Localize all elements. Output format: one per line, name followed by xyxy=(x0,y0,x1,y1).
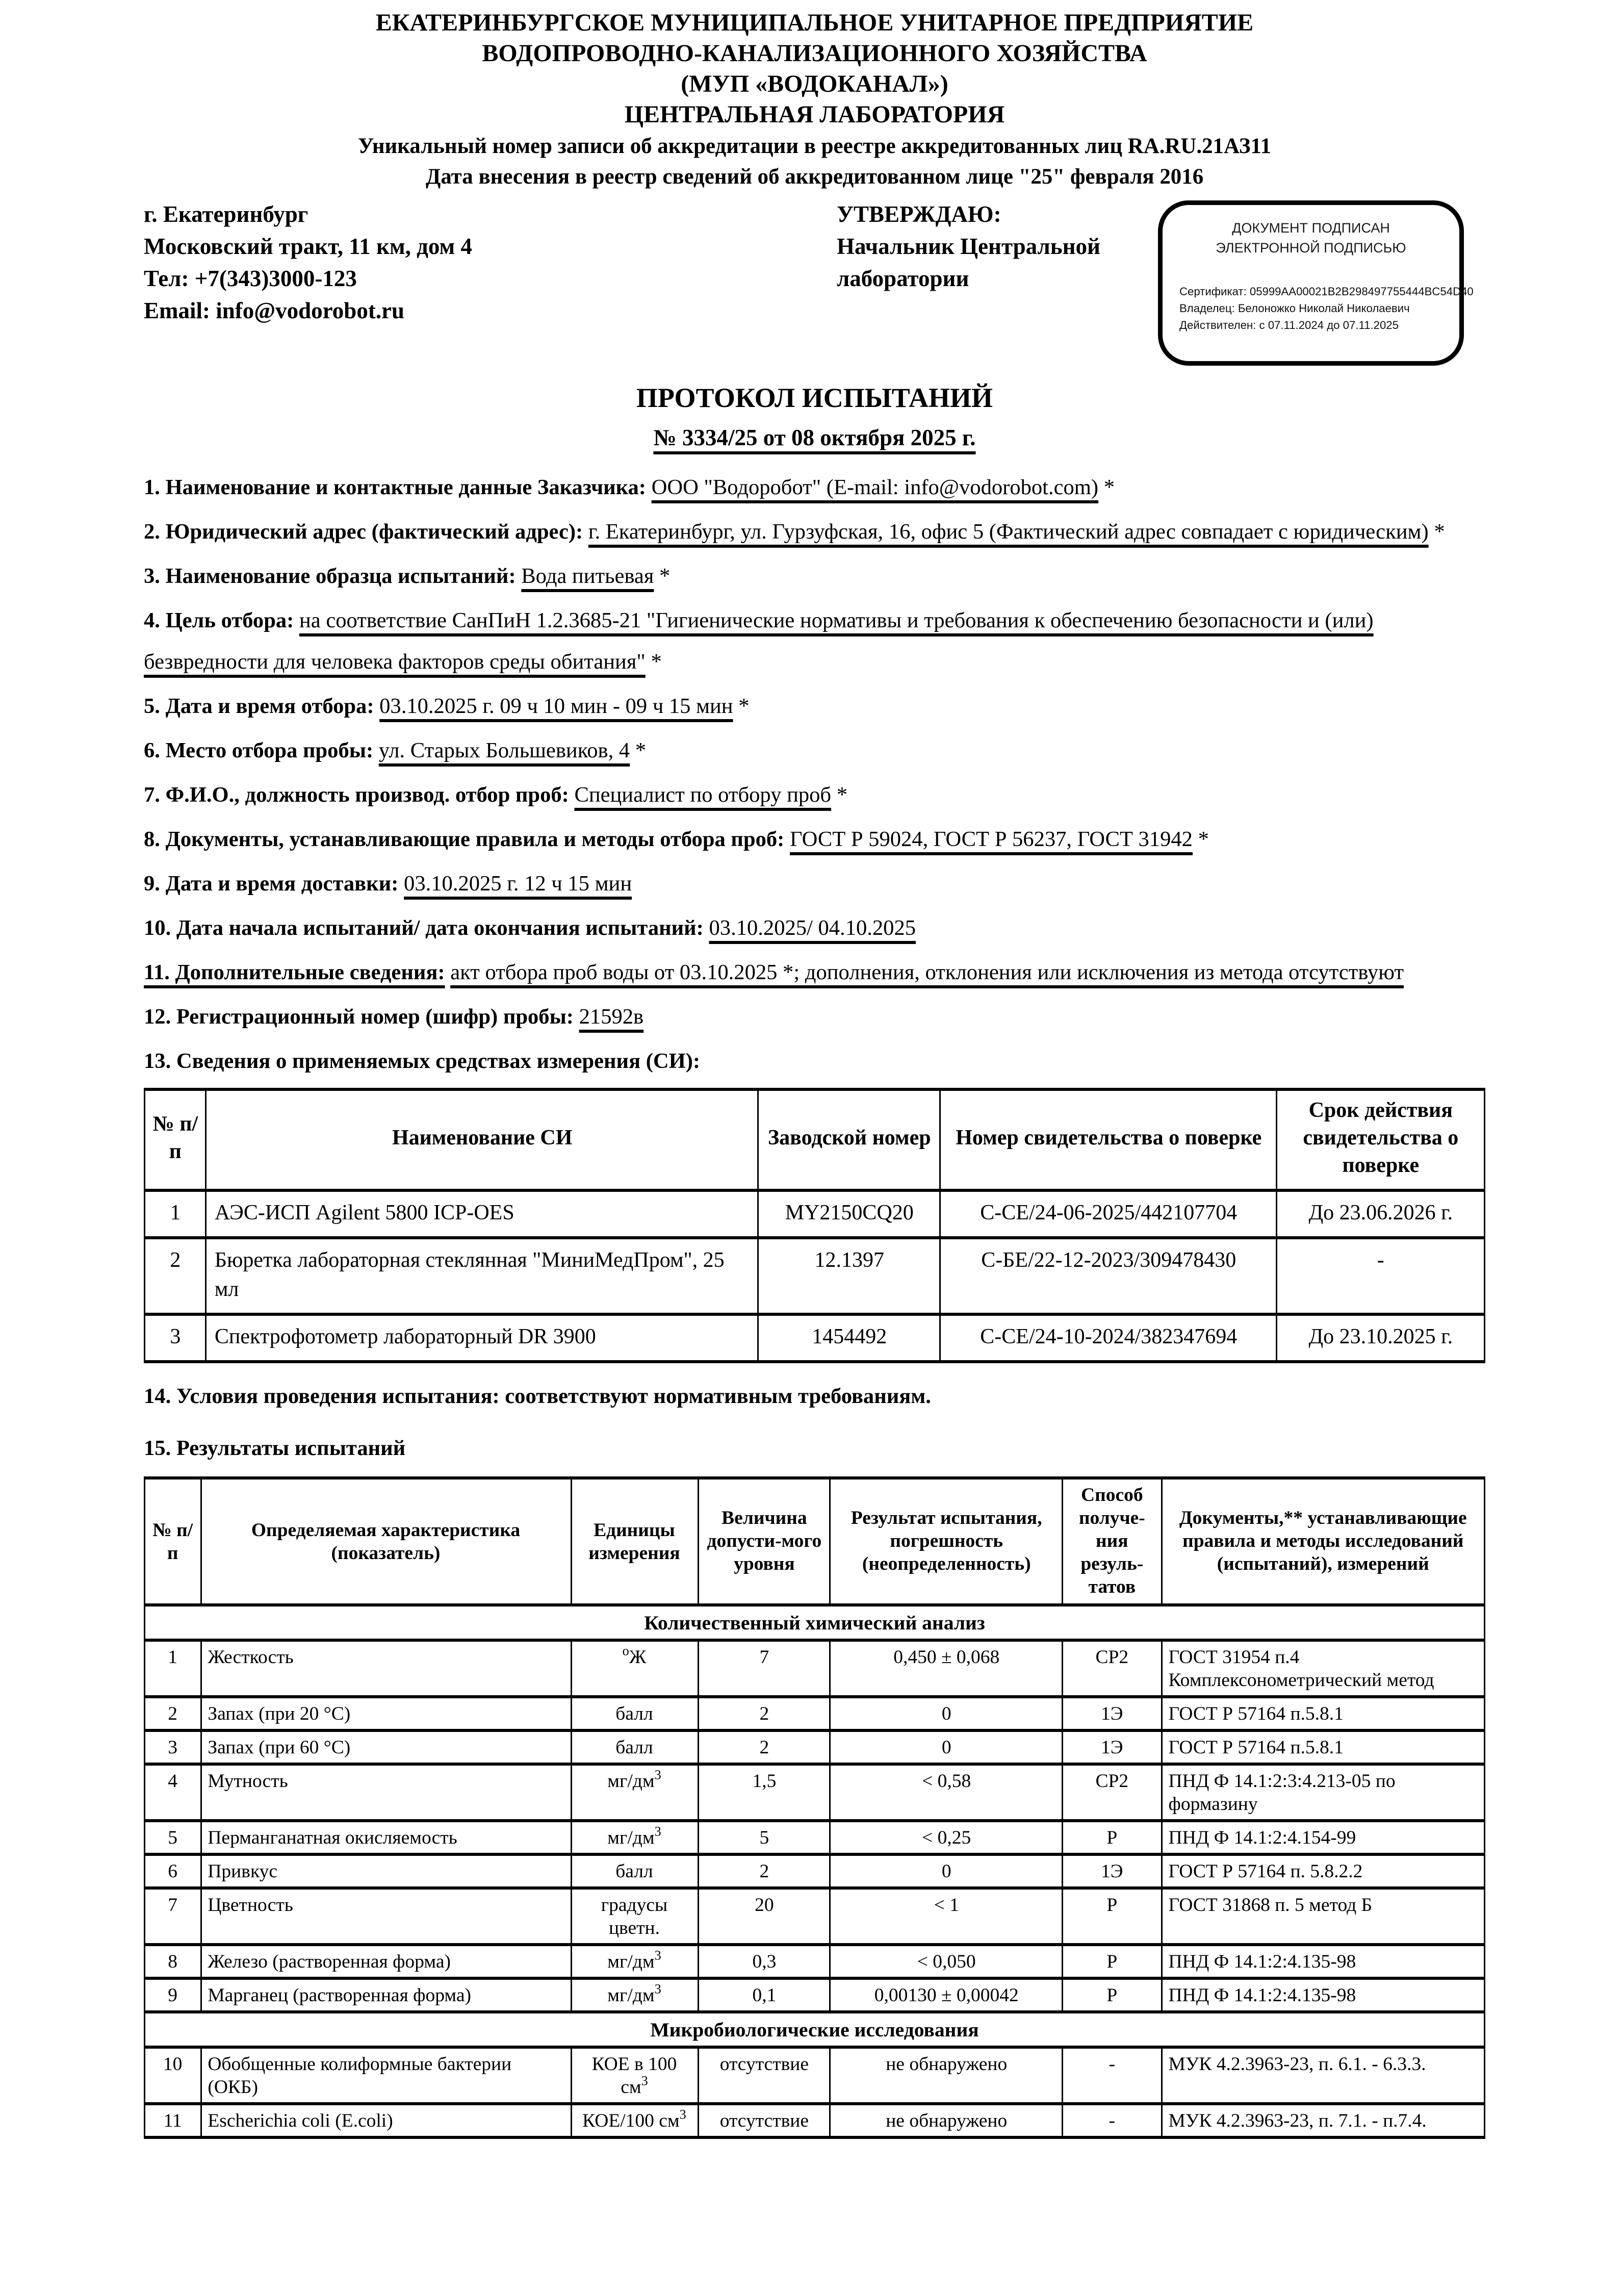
results-cell-result: 0,450 ± 0,068 xyxy=(831,1640,1063,1697)
si-table-cell: 12.1397 xyxy=(758,1238,940,1314)
results-cell-document: ПНД Ф 14.1:2:4.154-99 xyxy=(1162,1821,1484,1854)
results-cell-number: 7 xyxy=(145,1888,201,1945)
results-table-row xyxy=(145,1697,1485,1730)
stamp-cert-line: Сертификат: 05999AA00021B2B298497755444BC54D40 xyxy=(1179,285,1474,298)
results-cell-number: 11 xyxy=(145,2104,201,2137)
org-header-line: ЕКАТЕРИНБУРГСКОЕ МУНИЦИПАЛЬНОЕ УНИТАРНОЕ ПРЕДПРИЯТИЕ xyxy=(375,11,1254,37)
contact-line: г. Екатеринбург xyxy=(144,203,308,228)
si-header-cell: Номер свидетельства о поверке xyxy=(940,1089,1277,1190)
stamp-title-line: ДОКУМЕНТ ПОДПИСАН xyxy=(1232,220,1390,236)
results-cell-method: Р xyxy=(1063,1978,1162,2012)
results-cell-result: < 0,25 xyxy=(831,1821,1063,1854)
protocol-item xyxy=(144,468,1485,509)
results-cell-result: не обнаружено xyxy=(831,2047,1063,2104)
item-label: 10. Дата начала испытаний/ дата окончания испытаний: xyxy=(144,916,704,941)
results-table-row xyxy=(145,1640,1485,1697)
results-cell-unit: балл xyxy=(571,1730,698,1764)
results-cell-result: < 1 xyxy=(831,1888,1063,1945)
results-cell-parameter: Привкус xyxy=(201,1854,571,1888)
results-cell-document: ГОСТ 31954 п.4 Комплексонометрический метод xyxy=(1162,1640,1484,1697)
protocol-item xyxy=(144,820,1485,861)
results-cell-document: МУК 4.2.3963-23, п. 6.1. - 6.3.3. xyxy=(1162,2047,1484,2104)
results-cell-limit: 2 xyxy=(698,1697,831,1730)
results-cell-limit: 0,1 xyxy=(698,1978,831,2012)
item-value: 03.10.2025 г. 12 ч 15 мин xyxy=(404,872,632,897)
results-cell-document: ПНД Ф 14.1:2:3:4.213-05 по формазину xyxy=(1162,1764,1484,1821)
results-cell-result: 0 xyxy=(831,1854,1063,1888)
results-table xyxy=(144,1476,1485,2139)
results-cell-unit: $мг/дм^3$ xyxy=(571,1945,698,1978)
contact-line: Тел: +7(343)3000-123 xyxy=(144,268,357,292)
si-table-cell: 3 xyxy=(145,1314,207,1362)
results-table-row xyxy=(145,1978,1485,2012)
item-label: 7. Ф.И.О., должность производ. отбор проб: xyxy=(144,783,569,808)
si-table-cell: До 23.10.2025 г. xyxy=(1277,1314,1484,1362)
results-cell-limit: 2 xyxy=(698,1730,831,1764)
results-cell-result: не обнаружено xyxy=(831,2104,1063,2137)
results-cell-method: Р xyxy=(1063,1888,1162,1945)
si-table-cell: Спектрофотометр лабораторный DR 3900 xyxy=(206,1314,758,1362)
protocol-item xyxy=(144,953,1485,994)
results-section-title: Микробиологические исследования xyxy=(145,2012,1485,2047)
item-asterisk: * xyxy=(645,650,662,675)
results-cell-number: 3 xyxy=(145,1730,201,1764)
item-asterisk: * xyxy=(1098,476,1115,500)
item-value: 21592в xyxy=(579,1005,644,1030)
results-cell-parameter: Запах (при 60 °С) xyxy=(201,1730,571,1764)
stamp-title-line: ЭЛЕКТРОННОЙ ПОДПИСЬЮ xyxy=(1216,239,1406,255)
results-header-cell: Результат испытания, погрешность (неопределенность) xyxy=(831,1478,1063,1605)
stamp-cert-line: Владелец: Белоножко Николай Николаевич xyxy=(1179,301,1410,315)
results-cell-result: 0,00130 ± 0,00042 xyxy=(831,1978,1063,2012)
si-table-cell: 2 xyxy=(145,1238,207,1314)
results-table-row xyxy=(145,1730,1485,1764)
si-table-cell: С-СЕ/24-10-2024/382347694 xyxy=(940,1314,1277,1362)
results-cell-method: 1Э xyxy=(1063,1854,1162,1888)
results-cell-parameter: Цветность xyxy=(201,1888,571,1945)
results-cell-number: 6 xyxy=(145,1854,201,1888)
results-cell-document: ГОСТ 31868 п. 5 метод Б xyxy=(1162,1888,1484,1945)
si-table-body xyxy=(145,1190,1485,1362)
results-cell-method: Р xyxy=(1063,1821,1162,1854)
results-cell-parameter: Жесткость xyxy=(201,1640,571,1697)
si-table xyxy=(144,1088,1485,1363)
results-cell-unit: балл xyxy=(571,1697,698,1730)
results-header-cell: Способ получе-ния резуль-татов xyxy=(1063,1478,1162,1605)
si-table-cell: MY2150CQ20 xyxy=(758,1190,940,1238)
results-cell-number: 1 xyxy=(145,1640,201,1697)
si-table-cell: АЭС-ИСП Agilent 5800 ICP-OES xyxy=(206,1190,758,1238)
item-asterisk: * xyxy=(630,739,647,763)
item-value: Вода питьевая xyxy=(521,565,654,589)
protocol-number: № 3334/25 от 08 октября 2025 г. xyxy=(653,427,976,451)
results-table-row xyxy=(145,1821,1485,1854)
results-cell-document: ПНД Ф 14.1:2:4.135-98 xyxy=(1162,1945,1484,1978)
protocol-items xyxy=(144,468,1485,1039)
section-15-label: 15. Результаты испытаний xyxy=(144,1437,406,1461)
item-value: Специалист по отбору проб xyxy=(574,783,832,808)
protocol-item xyxy=(144,513,1485,554)
results-header-cell: Определяемая характеристика (показатель) xyxy=(201,1478,571,1605)
results-cell-method: - xyxy=(1063,2104,1162,2137)
results-header-cell: Величина допусти-мого уровня xyxy=(698,1478,831,1605)
results-table-body xyxy=(145,1605,1485,2137)
results-table-row xyxy=(145,1854,1485,1888)
results-cell-parameter: Железо (растворенная форма) xyxy=(201,1945,571,1978)
protocol-item xyxy=(144,776,1485,817)
digital-signature-stamp xyxy=(1158,200,1474,366)
results-table-row xyxy=(145,1888,1485,1945)
item-asterisk: * xyxy=(1428,520,1445,545)
approval-line: УТВЕРЖДАЮ: xyxy=(837,203,1001,228)
approval-line: Начальник Центральной xyxy=(837,236,1100,260)
si-table-cell: Бюретка лабораторная стеклянная "МиниМедПром", 25 мл xyxy=(206,1238,758,1314)
item-label: 9. Дата и время доставки: xyxy=(144,872,399,897)
results-cell-method: СР2 xyxy=(1063,1640,1162,1697)
results-cell-limit: 7 xyxy=(698,1640,831,1697)
org-header-line: ЦЕНТРАЛЬНАЯ ЛАБОРАТОРИЯ xyxy=(624,103,1005,129)
contact-line: Московский тракт, 11 км, дом 4 xyxy=(144,236,472,260)
results-cell-number: 2 xyxy=(145,1697,201,1730)
item-value: акт отбора проб воды от 03.10.2025 *; дополнения, отклонения или исключения из метода отсутствуют xyxy=(450,961,1404,985)
results-cell-document: ГОСТ Р 57164 п. 5.8.2.2 xyxy=(1162,1854,1484,1888)
results-cell-unit: $^о$Ж xyxy=(571,1640,698,1697)
results-cell-limit: отсутствие xyxy=(698,2047,831,2104)
org-header-line: (МУП «ВОДОКАНАЛ») xyxy=(681,72,948,98)
item-label: 5. Дата и время отбора: xyxy=(144,695,374,719)
results-cell-number: 8 xyxy=(145,1945,201,1978)
results-cell-number: 9 xyxy=(145,1978,201,2012)
item-asterisk: * xyxy=(831,783,847,808)
results-cell-document: ПНД Ф 14.1:2:4.135-98 xyxy=(1162,1978,1484,2012)
item-value: ООО "Водоробот" (E-mail: info@vodorobot.com) xyxy=(651,476,1099,500)
si-table-cell: С-СЕ/24-06-2025/442107704 xyxy=(940,1190,1277,1238)
results-cell-unit: $мг/дм^3$ xyxy=(571,1821,698,1854)
si-header-cell: Срок действия свидетельства о поверке xyxy=(1277,1089,1484,1190)
si-table-cell: С-БЕ/22-12-2023/309478430 xyxy=(940,1238,1277,1314)
results-cell-parameter: Обобщенные колиформные бактерии (ОКБ) xyxy=(201,2047,571,2104)
protocol-item xyxy=(144,998,1485,1039)
contact-block xyxy=(144,200,610,329)
item-asterisk: * xyxy=(733,695,750,719)
results-header-cell: Документы,** устанавливающие правила и методы исследований (испытаний), измерений xyxy=(1162,1478,1484,1605)
results-cell-method: СР2 xyxy=(1063,1764,1162,1821)
item-label: 12. Регистрационный номер (шифр) пробы: xyxy=(144,1005,574,1030)
si-table-cell: 1454492 xyxy=(758,1314,940,1362)
results-cell-limit: 2 xyxy=(698,1854,831,1888)
results-cell-limit: отсутствие xyxy=(698,2104,831,2137)
results-cell-method: 1Э xyxy=(1063,1730,1162,1764)
results-cell-number: 4 xyxy=(145,1764,201,1821)
stamp-cert-line: Действителен: с 07.11.2024 до 07.11.2025 xyxy=(1179,318,1399,332)
item-label: 6. Место отбора пробы: xyxy=(144,739,374,763)
accreditation-line: Дата внесения в реестр сведений об аккредитованном лице "25" февраля 2016 xyxy=(425,165,1204,190)
info-row xyxy=(144,200,1485,366)
stamp-certificate-info xyxy=(1179,283,1474,334)
results-cell-number: 10 xyxy=(145,2047,201,2104)
results-cell-parameter: Escherichia coli (E.coli) xyxy=(201,2104,571,2137)
results-cell-limit: 20 xyxy=(698,1888,831,1945)
protocol-item xyxy=(144,909,1485,950)
results-header-cell: Единицы измерения xyxy=(571,1478,698,1605)
item-value: г. Екатеринбург, ул. Гурзуфская, 16, офис 5 (Фактический адрес совпадает с юридическим) xyxy=(588,520,1429,545)
results-cell-result: 0 xyxy=(831,1697,1063,1730)
section-13-label: 13. Сведения о применяемых средствах измерения (СИ): xyxy=(144,1050,701,1074)
results-table-row xyxy=(145,2047,1485,2104)
approval-line: лаборатории xyxy=(837,268,969,292)
protocol-item xyxy=(144,687,1485,728)
section-14-label: 14. Условия проведения испытания: соответствуют нормативным требованиям. xyxy=(144,1385,931,1409)
results-cell-parameter: Марганец (растворенная форма) xyxy=(201,1978,571,2012)
results-cell-document: ГОСТ Р 57164 п.5.8.1 xyxy=(1162,1697,1484,1730)
si-header-cell: № п/п xyxy=(145,1089,207,1190)
accreditation-header xyxy=(144,132,1485,193)
item-label: 3. Наименование образца испытаний: xyxy=(144,565,516,589)
protocol-title: ПРОТОКОЛ ИСПЫТАНИЙ xyxy=(636,382,993,413)
protocol-item xyxy=(144,557,1485,598)
si-table-cell: 1 xyxy=(145,1190,207,1238)
item-label: 11. Дополнительные сведения: xyxy=(144,961,445,985)
results-table-row xyxy=(145,1945,1485,1978)
protocol-item xyxy=(144,731,1485,773)
results-cell-method: Р xyxy=(1063,1945,1162,1978)
org-header-line: ВОДОПРОВОДНО-КАНАЛИЗАЦИОННОГО ХОЗЯЙСТВА xyxy=(482,41,1147,67)
results-cell-unit: КОЕ в 100 $см^3$ xyxy=(571,2047,698,2104)
results-cell-limit: 5 xyxy=(698,1821,831,1854)
item-label: 1. Наименование и контактные данные Заказчика: xyxy=(144,476,646,500)
results-section-row xyxy=(145,2012,1485,2047)
stamp-title xyxy=(1179,219,1442,257)
item-value: 03.10.2025 г. 09 ч 10 мин - 09 ч 15 мин xyxy=(379,695,733,719)
protocol-item xyxy=(144,601,1485,684)
si-table-cell: - xyxy=(1277,1238,1484,1314)
results-cell-document: МУК 4.2.3963-23, п. 7.1. - п.7.4. xyxy=(1162,2104,1484,2137)
accreditation-line: Уникальный номер записи об аккредитации в реестре аккредитованных лиц RA.RU.21АЗ11 xyxy=(357,135,1272,159)
results-table-header-row xyxy=(145,1478,1485,1605)
results-cell-limit: 0,3 xyxy=(698,1945,831,1978)
results-cell-result: 0 xyxy=(831,1730,1063,1764)
item-value: ГОСТ Р 59024, ГОСТ Р 56237, ГОСТ 31942 xyxy=(790,828,1193,852)
si-table-header-row xyxy=(145,1089,1485,1190)
results-section-title: Количественный химический анализ xyxy=(145,1605,1485,1640)
results-cell-parameter: Перманганатная окисляемость xyxy=(201,1821,571,1854)
results-cell-result: < 0,58 xyxy=(831,1764,1063,1821)
si-header-cell: Заводской номер xyxy=(758,1089,940,1190)
item-asterisk: * xyxy=(654,565,671,589)
item-value: 03.10.2025/ 04.10.2025 xyxy=(709,916,916,941)
si-table-cell: До 23.06.2026 г. xyxy=(1277,1190,1484,1238)
item-label: 8. Документы, устанавливающие правила и методы отбора проб: xyxy=(144,828,785,852)
item-value: ул. Старых Большевиков, 4 xyxy=(378,739,630,763)
si-table-row xyxy=(145,1314,1485,1362)
item-asterisk: * xyxy=(1192,828,1209,852)
results-cell-unit: градусы цветн. xyxy=(571,1888,698,1945)
results-section-row xyxy=(145,1605,1485,1640)
results-cell-method: 1Э xyxy=(1063,1697,1162,1730)
item-label: 2. Юридический адрес (фактический адрес): xyxy=(144,520,583,545)
results-table-row xyxy=(145,1764,1485,1821)
results-cell-unit: балл xyxy=(571,1854,698,1888)
si-table-row xyxy=(145,1238,1485,1314)
item-value: на соответствие СанПиН 1.2.3685-21 "Гигиенические нормативы и требования к обеспечению безопасности и (или) безвредности для человека факторов среды обитания" xyxy=(144,609,1374,675)
results-cell-document: ГОСТ Р 57164 п.5.8.1 xyxy=(1162,1730,1484,1764)
results-cell-unit: $мг/дм^3$ xyxy=(571,1764,698,1821)
results-cell-result: < 0,050 xyxy=(831,1945,1063,1978)
approval-block xyxy=(837,200,1140,297)
contact-line: Email: info@vodorobot.ru xyxy=(144,300,405,324)
results-cell-unit: КОЕ/100 $см^3$ xyxy=(571,2104,698,2137)
results-cell-number: 5 xyxy=(145,1821,201,1854)
si-table-row xyxy=(145,1190,1485,1238)
organization-header xyxy=(144,9,1485,132)
si-header-cell: Наименование СИ xyxy=(206,1089,758,1190)
results-cell-unit: $мг/дм^3$ xyxy=(571,1978,698,2012)
results-cell-method: - xyxy=(1063,2047,1162,2104)
results-header-cell: № п/п xyxy=(145,1478,201,1605)
results-cell-parameter: Запах (при 20 °С) xyxy=(201,1697,571,1730)
item-label: 4. Цель отбора: xyxy=(144,609,294,633)
results-cell-parameter: Мутность xyxy=(201,1764,571,1821)
protocol-item xyxy=(144,864,1485,906)
results-cell-limit: 1,5 xyxy=(698,1764,831,1821)
results-table-row xyxy=(145,2104,1485,2137)
